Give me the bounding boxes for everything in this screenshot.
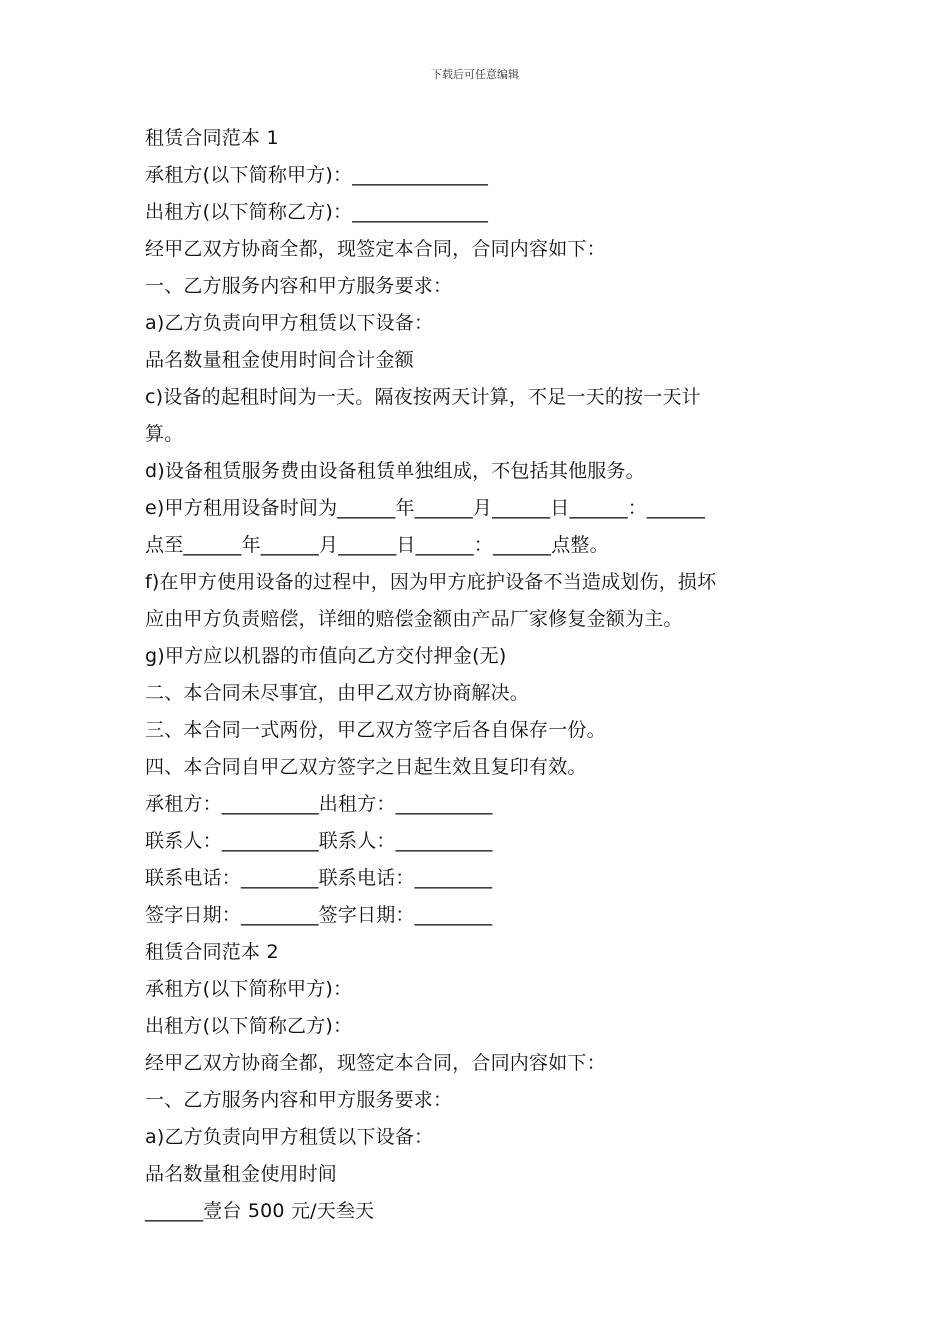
clause-a-2: a)乙方负责向甲方租赁以下设备： [145, 1126, 434, 1148]
signature-phones: 联系电话：________联系电话：________ [145, 867, 493, 889]
section-2: 二、本合同未尽事宜，由甲乙双方协商解决。 [145, 682, 530, 704]
clause-e-line-1: e)甲方租用设备时间为______年______月______日______：______ [145, 497, 706, 519]
agreement-intro-2: 经甲乙双方协商全都，现签定本合同，合同内容如下： [145, 1052, 606, 1074]
clause-c-line-1: c)设备的起租时间为一天。隔夜按两天计算，不足一天的按一天计 [145, 386, 701, 408]
equipment-row-2: ______壹台 500 元/天叁天 [145, 1200, 375, 1222]
clause-f-line-1: f)在甲方使用设备的过程中，因为甲方庇护设备不当造成划伤，损坏 [145, 571, 717, 593]
signature-dates: 签字日期：________签字日期：________ [145, 904, 493, 926]
clause-f-line-2: 应由甲方负责赔偿，详细的赔偿金额由产品厂家修复金额为主。 [145, 608, 683, 630]
equipment-columns-2: 品名数量租金使用时间 [145, 1163, 338, 1185]
agreement-intro: 经甲乙双方协商全都，现签定本合同，合同内容如下： [145, 238, 606, 260]
clause-g: g)甲方应以机器的市值向乙方交付押金(无) [145, 645, 507, 667]
document-body [145, 120, 810, 1230]
clause-a: a)乙方负责向甲方租赁以下设备： [145, 312, 434, 334]
signature-parties: 承租方：__________出租方：__________ [145, 793, 493, 815]
signature-contacts: 联系人：__________联系人：__________ [145, 830, 493, 852]
section-1-heading-2: 一、乙方服务内容和甲方服务要求： [145, 1089, 453, 1111]
section-4: 四、本合同自甲乙双方签字之日起生效且复印有效。 [145, 756, 587, 778]
equipment-columns: 品名数量租金使用时间合计金额 [145, 349, 414, 371]
document-title-1: 租赁合同范本 1 [145, 127, 279, 149]
lessor-line-2: 出租方(以下简称乙方)： [145, 1015, 353, 1037]
section-3: 三、本合同一式两份，甲乙双方签字后各自保存一份。 [145, 719, 606, 741]
lessee-line-2: 承租方(以下简称甲方)： [145, 978, 353, 1000]
clause-e-line-2: 点至______年______月______日______：______点整。 [145, 534, 609, 556]
document-title-2: 租赁合同范本 2 [145, 941, 279, 963]
lessor-line: 出租方(以下简称乙方)：______________ [145, 201, 489, 223]
section-1-heading: 一、乙方服务内容和甲方服务要求： [145, 275, 453, 297]
page-header-note: 下载后可任意编辑 [431, 68, 519, 81]
lessee-line: 承租方(以下简称甲方)：______________ [145, 164, 489, 186]
clause-d: d)设备租赁服务费由设备租赁单独组成，不包括其他服务。 [145, 460, 645, 482]
clause-c-line-2: 算。 [145, 423, 184, 445]
